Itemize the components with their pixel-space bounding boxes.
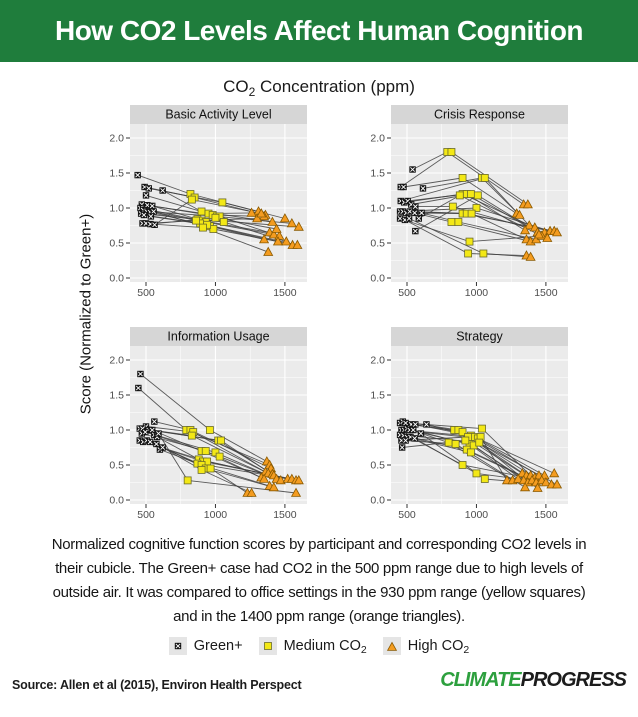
y-tick-label: 2.0 [109,354,124,367]
legend-label: Green+ [193,638,243,654]
x-tick-label: 1500 [273,509,297,521]
medium-co2-marker [219,199,226,206]
x-tick-label: 1500 [534,509,558,521]
medium-co2-marker [466,238,473,245]
medium-co2-marker-icon [259,637,277,655]
medium-co2-marker [188,432,195,439]
legend-label: Medium CO [283,638,361,654]
y-axis-title: Score (Normalized to Green+) [77,213,95,415]
x-tick-label: 500 [137,287,155,299]
y-tick-label: 1.0 [109,424,124,437]
medium-co2-marker [467,449,474,456]
medium-co2-marker [462,437,469,444]
caption-line: their cubicle. The Green+ case had CO2 in the 500 ppm range due to high levels of [55,560,583,577]
medium-co2-marker [199,224,206,231]
medium-co2-marker [448,149,455,156]
y-tick-label: 1.5 [370,167,385,180]
x-tick-label: 500 [398,509,416,521]
medium-co2-marker [188,196,195,203]
x-tick-label: 1000 [464,509,489,521]
medium-co2-marker [474,192,481,199]
caption-line: outside air. It was compared to office settings in the 930 ppm range (yellow squares) [52,584,586,601]
medium-co2-marker [193,217,200,224]
panel-grid [102,105,568,523]
medium-co2-marker [467,191,474,198]
y-tick-label: 1.5 [370,389,385,402]
source-credit: Source: Allen et al (2015), Environ Health Perspect [12,678,302,692]
medium-co2-marker [264,643,271,650]
page-title: How CO2 Levels Affect Human Cognition [54,15,584,46]
x-tick-label: 1000 [464,287,489,299]
y-tick-label: 0.0 [109,494,124,507]
medium-co2-marker [479,425,486,432]
medium-co2-marker [218,437,225,444]
medium-co2-marker [202,448,209,455]
legend-item-high-co2: High $CO_2$ [383,637,469,655]
y-tick-label: 1.0 [370,202,385,215]
high-co2-marker-icon [383,637,401,655]
medium-co2-marker [198,466,205,473]
y-tick-label: 0.5 [370,459,385,472]
y-tick-label: 0.5 [109,237,124,250]
y-tick-label: 0.5 [109,459,124,472]
y-tick-label: 0.0 [370,494,385,507]
legend [0,637,638,655]
x-axis-title: $CO_2$ Concentration (ppm) [223,77,415,99]
header-banner [0,0,638,62]
footer [0,669,638,692]
legend-item-medium-co2: Medium $CO_2$ [259,637,367,655]
panel-title: Crisis Response [433,107,526,122]
medium-co2-marker [445,439,452,446]
caption-line: Normalized cognitive function scores by participant and corresponding CO2 levels in [51,536,587,553]
medium-co2-marker [481,174,488,181]
x-tick-label: 1500 [534,287,558,299]
medium-co2-marker [468,210,475,217]
y-tick-label: 0.0 [370,272,385,285]
medium-co2-marker [207,465,214,472]
x-tick-label: 500 [137,509,155,521]
green-plus-marker-icon [169,637,187,655]
x-tick-label: 500 [398,287,416,299]
x-tick-label: 1000 [203,287,228,299]
subscript: 2 [248,85,256,99]
panel-crisis-response [363,105,568,301]
medium-co2-marker [198,208,205,215]
medium-co2-marker [212,214,219,221]
medium-co2-marker [220,219,227,226]
medium-co2-marker [455,219,462,226]
medium-co2-marker [476,439,483,446]
medium-co2-marker [452,441,459,448]
panel-title: Basic Activity Level [165,107,272,122]
panel-title: Strategy [456,329,503,344]
legend-label: High CO [407,638,464,654]
chart-block [0,105,638,523]
medium-co2-marker [473,470,480,477]
y-tick-label: 2.0 [370,354,385,367]
y-axis-title-column [70,105,102,523]
y-tick-label: 1.5 [109,167,124,180]
medium-co2-marker [456,192,463,199]
medium-co2-marker [459,174,466,181]
x-tick-label: 1500 [273,287,297,299]
medium-co2-marker [481,476,488,483]
y-tick-label: 0.0 [109,272,124,285]
caption-line: and in the 1400 ppm range (orange triangles). [173,608,465,625]
y-tick-label: 2.0 [370,132,385,145]
caption [0,533,638,629]
medium-co2-marker [480,250,487,257]
y-tick-label: 1.0 [370,424,385,437]
panel-information-usage [102,327,307,523]
medium-co2-marker [465,250,472,257]
climateprogress-logo: CLIMATEPROGRESS [440,669,626,691]
panel-basic-activity-level [102,105,307,301]
y-tick-label: 2.0 [109,132,124,145]
medium-co2-marker [448,219,455,226]
panel-strategy [363,327,568,523]
y-tick-label: 0.5 [370,237,385,250]
medium-co2-marker [184,477,191,484]
x-tick-label: 1000 [203,509,228,521]
y-tick-label: 1.5 [109,389,124,402]
medium-co2-marker [216,453,223,460]
y-tick-label: 1.0 [109,202,124,215]
medium-co2-marker [459,462,466,469]
legend-item-green-plus [169,637,243,655]
medium-co2-marker [206,427,213,434]
medium-co2-marker [449,203,456,210]
panel-title: Information Usage [167,329,270,344]
